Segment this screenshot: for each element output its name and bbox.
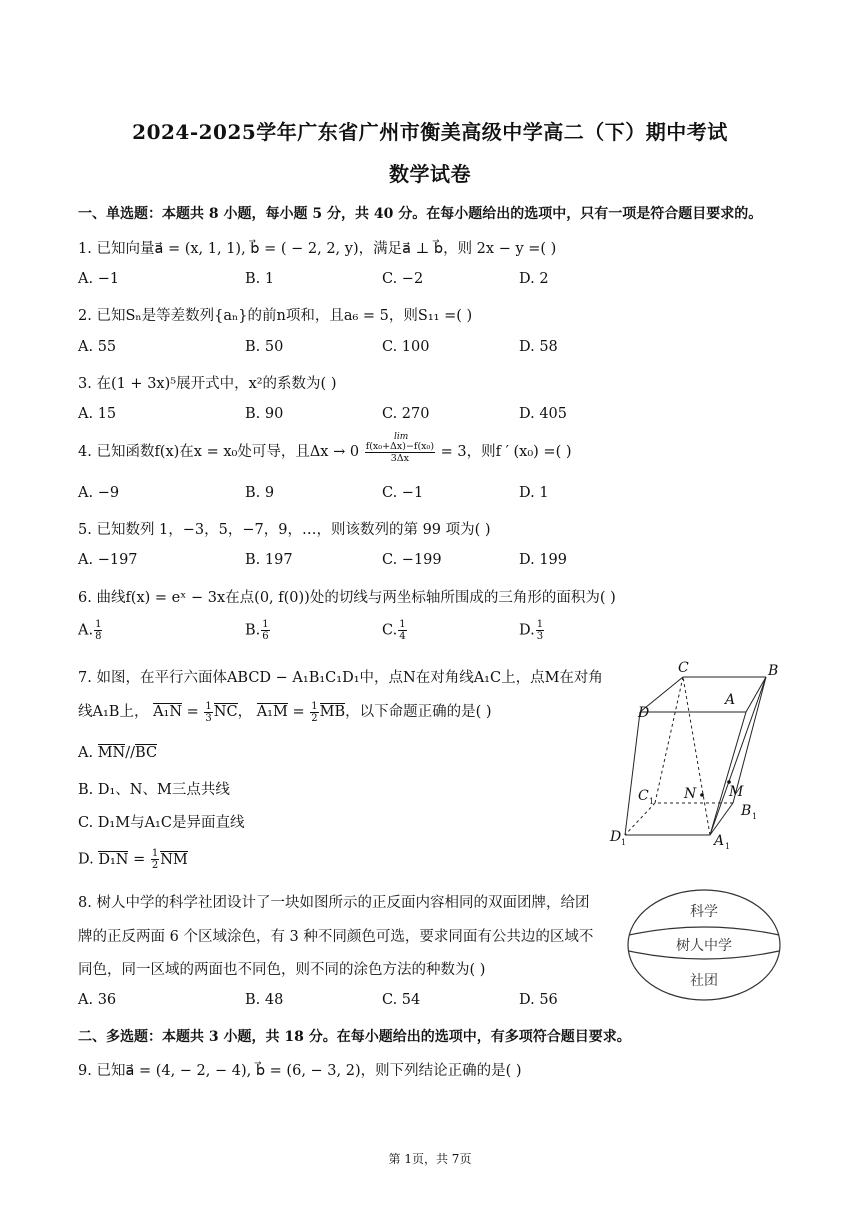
label-b1: B (741, 803, 752, 819)
q7-text-a: 线A₁B上， (78, 704, 149, 720)
question-4-option-a: A. −9 (78, 485, 120, 501)
fraction-denominator: 4 (399, 631, 406, 642)
question-3-option-a: A. 15 (78, 406, 117, 422)
page-subtitle: 数学试卷 (389, 162, 471, 186)
vector-d1n: D₁N (98, 851, 129, 868)
subscript-d1: 1 (621, 838, 627, 847)
badge-text-middle: 树人中学 (676, 938, 732, 954)
question-8-option-b: B. 48 (245, 992, 284, 1008)
label-c: C (678, 660, 689, 676)
question-6-stem: 6. 曲线f(x) = eˣ − 3x在点(0, f(0))处的切线与两坐标轴所围成的三角形的面积为( ) (78, 590, 616, 606)
fraction-numerator: 1 (536, 619, 544, 630)
question-4-stem-a: 4. 已知函数f(x)在x = x₀处可导，且Δx → 0 (78, 444, 360, 460)
question-2-option-d: D. 58 (519, 339, 558, 355)
question-4-option-b: B. 9 (245, 485, 275, 501)
fraction-denominator: 3 (536, 631, 544, 642)
question-8-stem-line3: 同色，同一区域的两面也不同色，则不同的涂色方法的种数为( ) (78, 962, 486, 978)
page-title: 2024-2025学年广东省广州市衡美高级中学高二（下）期中考试 (132, 120, 728, 144)
fraction-denominator: 8 (95, 631, 102, 642)
option-letter: B. (245, 622, 261, 639)
question-7-stem-line1: 7. 如图，在平行六面体ABCD − A₁B₁C₁D₁中，点N在对角线A₁C上，点M在对角 (78, 670, 603, 686)
question-4-fraction (365, 441, 435, 464)
question-1-option-a: A. −1 (78, 271, 120, 287)
vector-nm: NM (160, 851, 188, 868)
question-3-option-d: D. 405 (519, 406, 568, 422)
subscript-c1: 1 (649, 797, 655, 806)
question-1-stem: 1. 已知向量a⃗ = (x, 1, 1), b⃗ = ( − 2, 2, y)，满足a⃗ ⊥ b⃗，则 2x − y =( ) (78, 241, 557, 257)
question-1-option-d: D. 2 (519, 271, 549, 287)
label-d1: D (610, 829, 622, 845)
fraction-numerator: 1 (262, 619, 269, 630)
diagonal-a1c (683, 677, 710, 835)
question-7-stem-line2: 线A₁B上， A₁N = $\frac{1}{3}$ NC， A₁M = $\frac{1}{2}$ MB，以下命题正确的是( ) (78, 700, 492, 724)
question-8-stem-line1: 8. 树人中学的科学社团设计了一块如图所示的正反面内容相同的双面团牌，给团 (78, 895, 590, 911)
question-8-stem-line2: 牌的正反两面 6 个区域涂色，有 3 种不同颜色可选，要求同面有公共边的区域不 (78, 929, 594, 945)
question-1-option-c: C. −2 (382, 271, 424, 287)
question-5-option-a: A. −197 (78, 552, 138, 568)
badge-text-bottom: 社团 (690, 973, 718, 989)
parallelepiped-figure (600, 655, 800, 855)
question-2-option-b: B. 50 (245, 339, 284, 355)
label-c1: C (638, 788, 649, 804)
question-8-option-d: D. 56 (519, 992, 558, 1008)
edge-c1d1 (625, 803, 655, 835)
vector-mn: MN (97, 745, 126, 761)
label-d: D (638, 705, 650, 721)
section-multiple-choice: 二、多选题：本题共 3 小题，共 18 分。在每小题给出的选项中，有多项符合题目要求。 (78, 1029, 631, 1045)
fraction-numerator: 1 (151, 848, 159, 859)
question-6-option-c (382, 619, 408, 642)
diagonal-a1b (710, 677, 766, 835)
subscript-a1: 1 (725, 842, 731, 851)
question-4-fraction-den: 3Δx (390, 452, 409, 464)
page-footer: 第 1页，共 7页 (388, 1152, 472, 1166)
question-2-stem: 2. 已知Sₙ是等差数列{aₙ}的前n项和，且a₆ = 5，则S₁₁ =( ) (78, 308, 473, 324)
question-7-option-a: A. MN//BC (78, 745, 158, 761)
fraction-denominator: 3 (205, 712, 212, 724)
question-9-stem: 9. 已知a⃗ = (4, − 2, − 4), b⃗ = (6, − 3, 2)，则下列结论正确的是( ) (78, 1063, 522, 1079)
fraction-denominator: 2 (151, 860, 159, 871)
edge-ba (746, 677, 766, 712)
option-letter: D. (519, 622, 535, 639)
vector-a1n: A₁N (153, 704, 183, 720)
question-4-fraction-num: f(x₀+Δx)−f(x₀) (365, 440, 435, 452)
question-7-option-d: D. D₁N = $\frac{1}{2}$ NM (78, 848, 188, 871)
label-a1: A (714, 833, 725, 849)
question-5-option-c: C. −199 (382, 552, 442, 568)
option-letter: C. (382, 622, 398, 639)
fraction-denominator: 2 (311, 712, 318, 724)
badge-figure (624, 885, 786, 1007)
label-n: N (684, 786, 697, 802)
question-3-stem: 3. 在(1 + 3x)⁵展开式中，x²的系数为( ) (78, 376, 337, 392)
edge-dd1 (625, 712, 640, 835)
question-8-option-c: C. 54 (382, 992, 421, 1008)
question-8-option-a: A. 36 (78, 992, 117, 1008)
question-5-option-d: D. 199 (519, 552, 568, 568)
question-4-stem-b: = 3，则f ′ (x₀) =( ) (440, 444, 572, 460)
question-4-option-c: C. −1 (382, 485, 424, 501)
point-n (700, 793, 704, 797)
vector-nc: NC (213, 704, 238, 720)
question-3-option-c: C. 270 (382, 406, 430, 422)
fraction-numerator: 1 (205, 700, 212, 712)
vector-mb: MB (319, 704, 346, 720)
question-7-option-b: B. D₁、N、M三点共线 (78, 782, 230, 798)
question-5-option-b: B. 197 (245, 552, 293, 568)
subscript-b1: 1 (752, 812, 758, 821)
fraction-numerator: 1 (311, 700, 318, 712)
label-m: M (729, 784, 744, 800)
question-4-option-d: D. 1 (519, 485, 549, 501)
question-1-option-b: B. 1 (245, 271, 275, 287)
section-single-choice: 一、单选题：本题共 8 小题，每小题 5 分，共 40 分。在每小题给出的选项中，只有一项是符合题目要求的。 (78, 206, 763, 222)
fraction-numerator: 1 (95, 619, 102, 630)
badge-upper-band (629, 927, 779, 935)
question-6-option-a (78, 619, 103, 642)
question-3-option-b: B. 90 (245, 406, 284, 422)
question-4-stem (78, 432, 572, 464)
option-letter: A. (78, 745, 98, 761)
question-6-option-b (245, 619, 271, 642)
option-letter: D. (78, 851, 99, 868)
question-2-option-a: A. 55 (78, 339, 117, 355)
vector-a1m: A₁M (256, 704, 288, 720)
option-letter: A. (78, 622, 94, 639)
question-2-option-c: C. 100 (382, 339, 430, 355)
question-7-option-c: C. D₁M与A₁C是异面直线 (78, 815, 245, 831)
fraction-numerator: 1 (399, 619, 406, 630)
vector-bc: BC (135, 745, 158, 761)
badge-text-top: 科学 (690, 904, 718, 920)
label-b: B (768, 663, 779, 679)
fraction-denominator: 6 (262, 631, 269, 642)
question-6-option-d (519, 619, 545, 642)
label-a: A (725, 692, 736, 708)
question-4-limit: lim (394, 432, 409, 442)
question-5-stem: 5. 已知数列 1，−3，5，−7，9，…，则该数列的第 99 项为( ) (78, 522, 491, 538)
q7-text-b: ，以下命题正确的是( ) (345, 704, 492, 720)
edge-a1b1 (710, 803, 733, 835)
